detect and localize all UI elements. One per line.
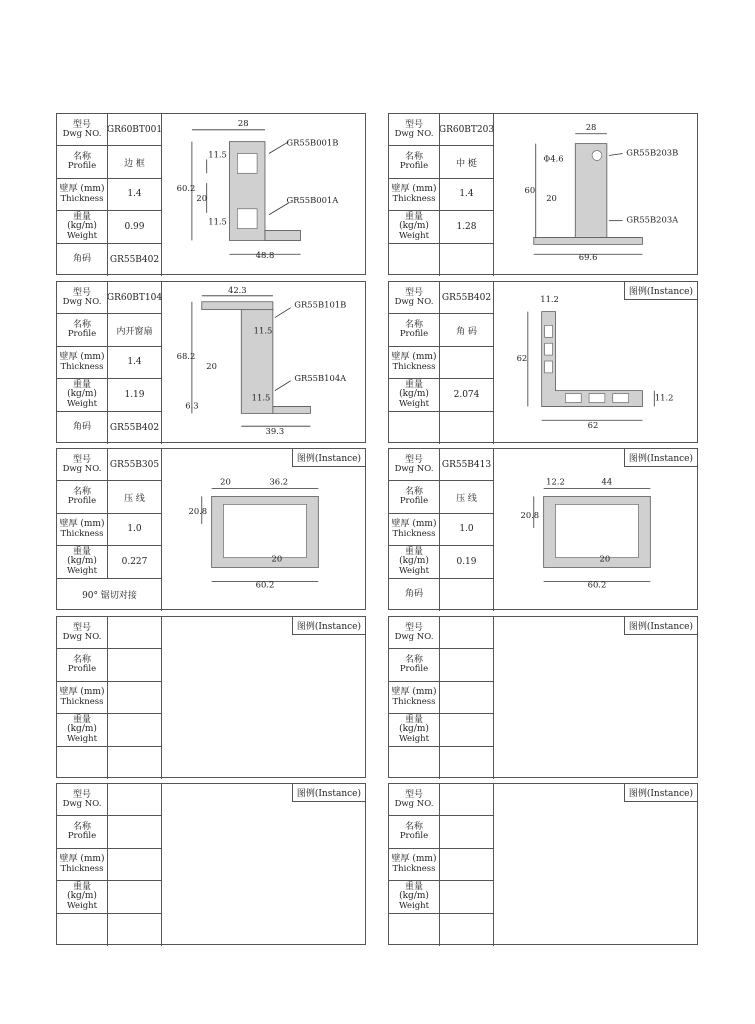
profile-row <box>389 481 494 513</box>
profile-drawing <box>162 282 365 442</box>
label-cn: 型号 <box>72 789 91 800</box>
dwg-row <box>57 617 162 649</box>
profile-card <box>388 616 698 778</box>
dim-bottom: 48.8 <box>255 250 275 261</box>
dwg-row <box>389 617 494 649</box>
profile-row <box>389 314 494 346</box>
label-cn: 重量 (kg/m) <box>67 881 97 902</box>
weight-row <box>57 881 162 913</box>
weight-row <box>57 546 162 578</box>
label-cn: 名称 <box>404 654 423 665</box>
row-value: 1.0 <box>127 524 142 535</box>
label-cn: 角码 <box>72 254 91 265</box>
column-divider <box>107 784 108 914</box>
label-en: Thickness <box>392 193 436 204</box>
label-en: Dwg NO. <box>62 128 102 139</box>
dim-top: 28 <box>585 121 597 132</box>
row-label <box>389 114 439 145</box>
weight-row <box>389 546 494 578</box>
label-cn: 角码 <box>404 589 423 600</box>
row-label <box>389 449 439 480</box>
row-label <box>57 314 107 345</box>
column-divider <box>439 617 440 747</box>
profile-card <box>56 616 366 778</box>
weight-row <box>57 211 162 243</box>
label-cn: 名称 <box>404 821 423 832</box>
dim-mid: 20 <box>599 553 611 564</box>
row-label <box>57 114 107 145</box>
label-cn: 型号 <box>404 622 423 633</box>
dim-bottom: 39.3 <box>265 426 285 437</box>
label-cn: 型号 <box>72 454 91 465</box>
row-value: 0.227 <box>121 556 148 567</box>
part-label-a: GR55B104A <box>294 372 347 383</box>
row-label <box>389 179 439 210</box>
row-label <box>389 579 439 611</box>
instance-label: 图例(Instance) <box>292 617 365 635</box>
row-value <box>107 649 162 680</box>
label-en: Thickness <box>392 528 436 539</box>
label-en: Dwg NO. <box>394 631 434 642</box>
row-label <box>57 649 107 680</box>
dim-mid: 20 <box>206 360 217 371</box>
dim-mid: 20 <box>546 192 557 203</box>
label-en: Dwg NO. <box>394 296 434 307</box>
row-label <box>389 617 439 648</box>
instance-label: 图例(Instance) <box>624 282 697 300</box>
label-cn: 角码 <box>72 422 91 433</box>
profile-card <box>56 113 366 275</box>
row-value <box>107 784 162 815</box>
label-en: Dwg NO. <box>394 463 434 474</box>
label-cn: 名称 <box>72 319 91 330</box>
label-cn: 名称 <box>404 486 423 497</box>
label-en: Weight <box>398 230 430 241</box>
row-label <box>57 682 107 713</box>
label-en: Thickness <box>60 696 104 707</box>
label-en: Thickness <box>60 361 104 372</box>
column-divider <box>439 282 440 412</box>
profile-card <box>388 113 698 275</box>
label-cn: 重量 (kg/m) <box>399 211 429 232</box>
profile-card <box>388 448 698 610</box>
column-divider <box>439 449 440 579</box>
row-label <box>389 849 439 880</box>
dwg-row <box>57 449 162 481</box>
row-label <box>389 314 439 345</box>
label-cn: 型号 <box>72 119 91 130</box>
label-en: Weight <box>66 900 98 911</box>
row-label <box>57 244 107 276</box>
thickness-row <box>57 514 162 546</box>
profile-drawing <box>162 114 365 274</box>
row-label <box>57 449 107 480</box>
dim-b: 11.5 <box>208 216 227 227</box>
label-en: Weight <box>66 230 98 241</box>
row-value <box>439 347 494 378</box>
dim-hole: Φ4.6 <box>543 153 564 164</box>
thickness-row <box>57 179 162 211</box>
label-cn: 重量 (kg/m) <box>399 881 429 902</box>
row-label <box>57 146 107 177</box>
label-en: Profile <box>67 496 97 507</box>
row-value: GR60BT203 <box>438 124 495 135</box>
dim-top: 11.2 <box>540 293 559 304</box>
row-value: GR60BT104 <box>106 292 163 303</box>
row-label <box>389 881 439 912</box>
label-en: Profile <box>399 161 429 172</box>
row-value: 0.19 <box>456 556 477 567</box>
row-label <box>389 816 439 847</box>
dim-height: 20.8 <box>520 510 540 521</box>
label-en: Profile <box>67 329 97 340</box>
row-label <box>389 282 439 313</box>
dim-b: 36.2 <box>269 476 289 487</box>
label-cn: 壁厚 (mm) <box>59 352 105 363</box>
footer-row <box>57 914 162 946</box>
row-label <box>389 714 439 745</box>
profile-row <box>57 146 162 178</box>
row-value <box>439 784 494 815</box>
profile-drawing <box>494 114 697 274</box>
row-label <box>389 546 439 577</box>
label-cn: 重量 (kg/m) <box>67 379 97 400</box>
row-label <box>389 379 439 410</box>
profile-card <box>388 281 698 443</box>
row-value <box>107 816 162 847</box>
label-en: Dwg NO. <box>62 463 102 474</box>
footer-row <box>389 244 494 276</box>
row-value: 中 梃 <box>456 158 477 169</box>
dwg-row <box>57 114 162 146</box>
weight-row <box>389 714 494 746</box>
weight-row <box>389 379 494 411</box>
corner-value <box>439 244 494 276</box>
profile-row <box>57 314 162 346</box>
profile-drawing <box>162 617 365 777</box>
label-cn: 名称 <box>72 821 91 832</box>
row-value: 内开窗扇 <box>116 326 153 337</box>
label-cn: 壁厚 (mm) <box>59 854 105 865</box>
row-label <box>57 211 107 242</box>
label-cn: 名称 <box>72 151 91 162</box>
row-label <box>57 379 107 410</box>
dwg-row <box>389 282 494 314</box>
profile-card <box>56 448 366 610</box>
column-divider <box>107 114 108 244</box>
corner-value <box>439 412 494 444</box>
row-label <box>57 849 107 880</box>
label-en: Profile <box>399 496 429 507</box>
label-cn: 重量 (kg/m) <box>399 379 429 400</box>
row-value: 角 码 <box>456 326 477 337</box>
dim-b: 44 <box>601 476 613 487</box>
dwg-row <box>389 449 494 481</box>
dim-mid: 20 <box>196 192 208 203</box>
part-label-b: GR55B203B <box>626 147 679 158</box>
label-en: Weight <box>66 398 98 409</box>
dim-mid: 20 <box>271 553 283 564</box>
row-label <box>389 514 439 545</box>
row-value <box>107 682 162 713</box>
thickness-row <box>389 682 494 714</box>
row-value <box>439 682 494 713</box>
profile-row <box>57 649 162 681</box>
part-label-a: GR55B001A <box>286 194 339 205</box>
dim-a: 11.5 <box>253 325 273 336</box>
footer-row <box>389 914 494 946</box>
row-value <box>439 881 494 912</box>
row-value <box>439 849 494 880</box>
label-cn: 壁厚 (mm) <box>391 854 437 865</box>
profile-row <box>389 146 494 178</box>
footer-row <box>57 747 162 779</box>
profile-card <box>56 783 366 945</box>
instance-label: 图例(Instance) <box>624 449 697 467</box>
row-value <box>107 714 162 745</box>
row-value: 边 框 <box>124 158 145 169</box>
label-cn: 壁厚 (mm) <box>59 184 105 195</box>
row-value: GR55B402 <box>441 292 492 303</box>
thickness-row <box>389 514 494 546</box>
label-en: Weight <box>398 565 430 576</box>
footer-row <box>57 579 162 611</box>
label-cn: 重量 (kg/m) <box>399 546 429 567</box>
label-en: Thickness <box>392 696 436 707</box>
label-en: Weight <box>398 900 430 911</box>
label-cn: 型号 <box>72 287 91 298</box>
row-value: 1.0 <box>459 524 474 535</box>
row-label <box>389 347 439 378</box>
instance-label: 图例(Instance) <box>292 784 365 802</box>
part-label-a: GR55B203A <box>626 214 679 225</box>
row-label <box>389 649 439 680</box>
label-en: Weight <box>66 733 98 744</box>
profile-card <box>388 783 698 945</box>
label-cn: 壁厚 (mm) <box>391 687 437 698</box>
label-cn: 名称 <box>72 654 91 665</box>
label-en: Dwg NO. <box>62 631 102 642</box>
row-value <box>439 649 494 680</box>
footer-row <box>389 579 494 611</box>
dim-bottom: 60.2 <box>255 579 275 590</box>
row-label <box>57 282 107 313</box>
row-label <box>57 514 107 545</box>
dim-height: 20.8 <box>188 506 208 517</box>
dwg-row <box>389 114 494 146</box>
dim-bottom: 62 <box>587 420 599 431</box>
footer-row <box>389 412 494 444</box>
row-value: 0.99 <box>124 221 145 232</box>
row-label <box>57 347 107 378</box>
dim-bottom: 60.2 <box>587 579 607 590</box>
label-cn: 型号 <box>404 789 423 800</box>
row-label <box>57 784 107 815</box>
row-label <box>57 412 107 444</box>
thickness-row <box>57 849 162 881</box>
profile-drawing <box>494 617 697 777</box>
label-en: Dwg NO. <box>394 798 434 809</box>
profile-drawing <box>162 449 365 609</box>
row-label <box>57 481 107 512</box>
dim-a: 20 <box>220 476 231 487</box>
label-en: Dwg NO. <box>62 296 102 307</box>
label-cn: 型号 <box>72 622 91 633</box>
dim-top: 42.3 <box>227 284 247 295</box>
row-label <box>389 481 439 512</box>
dim-height: 60 <box>524 185 536 196</box>
row-value: GR60BT001 <box>106 124 163 135</box>
label-en: Dwg NO. <box>62 798 102 809</box>
instance-label: 图例(Instance) <box>624 617 697 635</box>
row-label <box>389 211 439 242</box>
corner-value: GR55B402 <box>109 422 160 433</box>
weight-row <box>57 714 162 746</box>
label-en: Weight <box>66 565 98 576</box>
row-value: 1.19 <box>124 389 145 400</box>
label-en: Profile <box>67 161 97 172</box>
profile-row <box>389 649 494 681</box>
part-label-b: GR55B101B <box>294 299 347 310</box>
row-value: 1.4 <box>459 189 474 200</box>
footer-row <box>57 412 162 444</box>
weight-row <box>389 881 494 913</box>
label-cn: 名称 <box>72 486 91 497</box>
row-value: GR55B305 <box>109 459 160 470</box>
dim-a: 11.5 <box>208 149 227 160</box>
row-label <box>57 546 107 577</box>
dim-height: 60.2 <box>176 183 196 194</box>
row-label <box>57 179 107 210</box>
label-en: Profile <box>399 831 429 842</box>
label-en: Profile <box>399 664 429 675</box>
thickness-row <box>389 849 494 881</box>
label-en: Profile <box>67 831 97 842</box>
corner-cleat-shape <box>542 312 643 407</box>
dwg-row <box>389 784 494 816</box>
profile-drawing <box>494 282 697 442</box>
mullion-profile-shape <box>575 144 607 238</box>
label-en: Thickness <box>392 361 436 372</box>
dwg-row <box>57 282 162 314</box>
label-en: Thickness <box>60 528 104 539</box>
weight-row <box>389 211 494 243</box>
row-value <box>107 849 162 880</box>
dim-top: 28 <box>237 117 249 128</box>
row-label <box>57 714 107 745</box>
label-cn: 名称 <box>404 151 423 162</box>
column-divider <box>439 114 440 244</box>
label-cn: 重量 (kg/m) <box>67 714 97 735</box>
column-divider <box>107 449 108 579</box>
dim-a: 12.2 <box>546 476 565 487</box>
row-label <box>389 146 439 177</box>
dim-height: 68.2 <box>176 351 196 362</box>
label-cn: 壁厚 (mm) <box>59 687 105 698</box>
profile-drawing <box>162 784 365 944</box>
label-en: Profile <box>399 329 429 340</box>
label-cn: 型号 <box>404 119 423 130</box>
row-value: 2.074 <box>453 389 480 400</box>
label-en: Weight <box>398 733 430 744</box>
row-value: 1.28 <box>456 221 477 232</box>
cut-note: 90° 锯切对接 <box>82 591 137 602</box>
label-cn: 壁厚 (mm) <box>391 352 437 363</box>
part-label-b: GR55B001B <box>286 137 339 148</box>
label-en: Weight <box>398 398 430 409</box>
label-cn: 重量 (kg/m) <box>67 546 97 567</box>
corner-value: GR55B402 <box>109 254 160 265</box>
row-value: 1.4 <box>127 357 142 368</box>
label-cn: 型号 <box>404 454 423 465</box>
row-value: GR55B413 <box>441 459 492 470</box>
dim-height: 62 <box>516 353 528 364</box>
row-value <box>439 714 494 745</box>
label-cn: 型号 <box>404 287 423 298</box>
profile-row <box>57 481 162 513</box>
row-label <box>57 881 107 912</box>
profile-row <box>57 816 162 848</box>
label-en: Thickness <box>392 863 436 874</box>
label-en: Thickness <box>60 863 104 874</box>
column-divider <box>107 282 108 412</box>
weight-row <box>57 379 162 411</box>
column-divider <box>439 784 440 914</box>
row-value: 压 线 <box>456 493 477 504</box>
dim-bottom: 69.6 <box>578 252 598 263</box>
row-value <box>107 617 162 648</box>
row-value <box>107 881 162 912</box>
label-en: Thickness <box>60 193 104 204</box>
thickness-row <box>389 347 494 379</box>
instance-label: 图例(Instance) <box>624 784 697 802</box>
row-value <box>439 816 494 847</box>
label-cn: 壁厚 (mm) <box>59 519 105 530</box>
profile-drawing <box>494 784 697 944</box>
label-en: Dwg NO. <box>394 128 434 139</box>
corner-value <box>439 579 494 611</box>
thickness-row <box>57 347 162 379</box>
label-cn: 重量 (kg/m) <box>399 714 429 735</box>
row-label <box>389 784 439 815</box>
dwg-row <box>57 784 162 816</box>
profile-row <box>389 816 494 848</box>
row-value <box>439 617 494 648</box>
label-en: Profile <box>67 664 97 675</box>
row-label <box>389 682 439 713</box>
thickness-row <box>57 682 162 714</box>
thickness-row <box>389 179 494 211</box>
profile-card <box>56 281 366 443</box>
instance-label: 图例(Instance) <box>292 449 365 467</box>
row-label <box>57 816 107 847</box>
label-cn: 重量 (kg/m) <box>67 211 97 232</box>
label-cn: 名称 <box>404 319 423 330</box>
label-cn: 壁厚 (mm) <box>391 184 437 195</box>
column-divider <box>107 617 108 747</box>
dim-side: 11.2 <box>654 392 674 403</box>
label-cn: 壁厚 (mm) <box>391 519 437 530</box>
footer-row <box>57 244 162 276</box>
dim-b: 11.5 <box>251 392 271 403</box>
dim-small: 6.3 <box>185 400 199 411</box>
row-label <box>57 617 107 648</box>
row-value: 压 线 <box>124 493 145 504</box>
row-value: 1.4 <box>127 189 142 200</box>
profile-drawing <box>494 449 697 609</box>
footer-row <box>389 747 494 779</box>
